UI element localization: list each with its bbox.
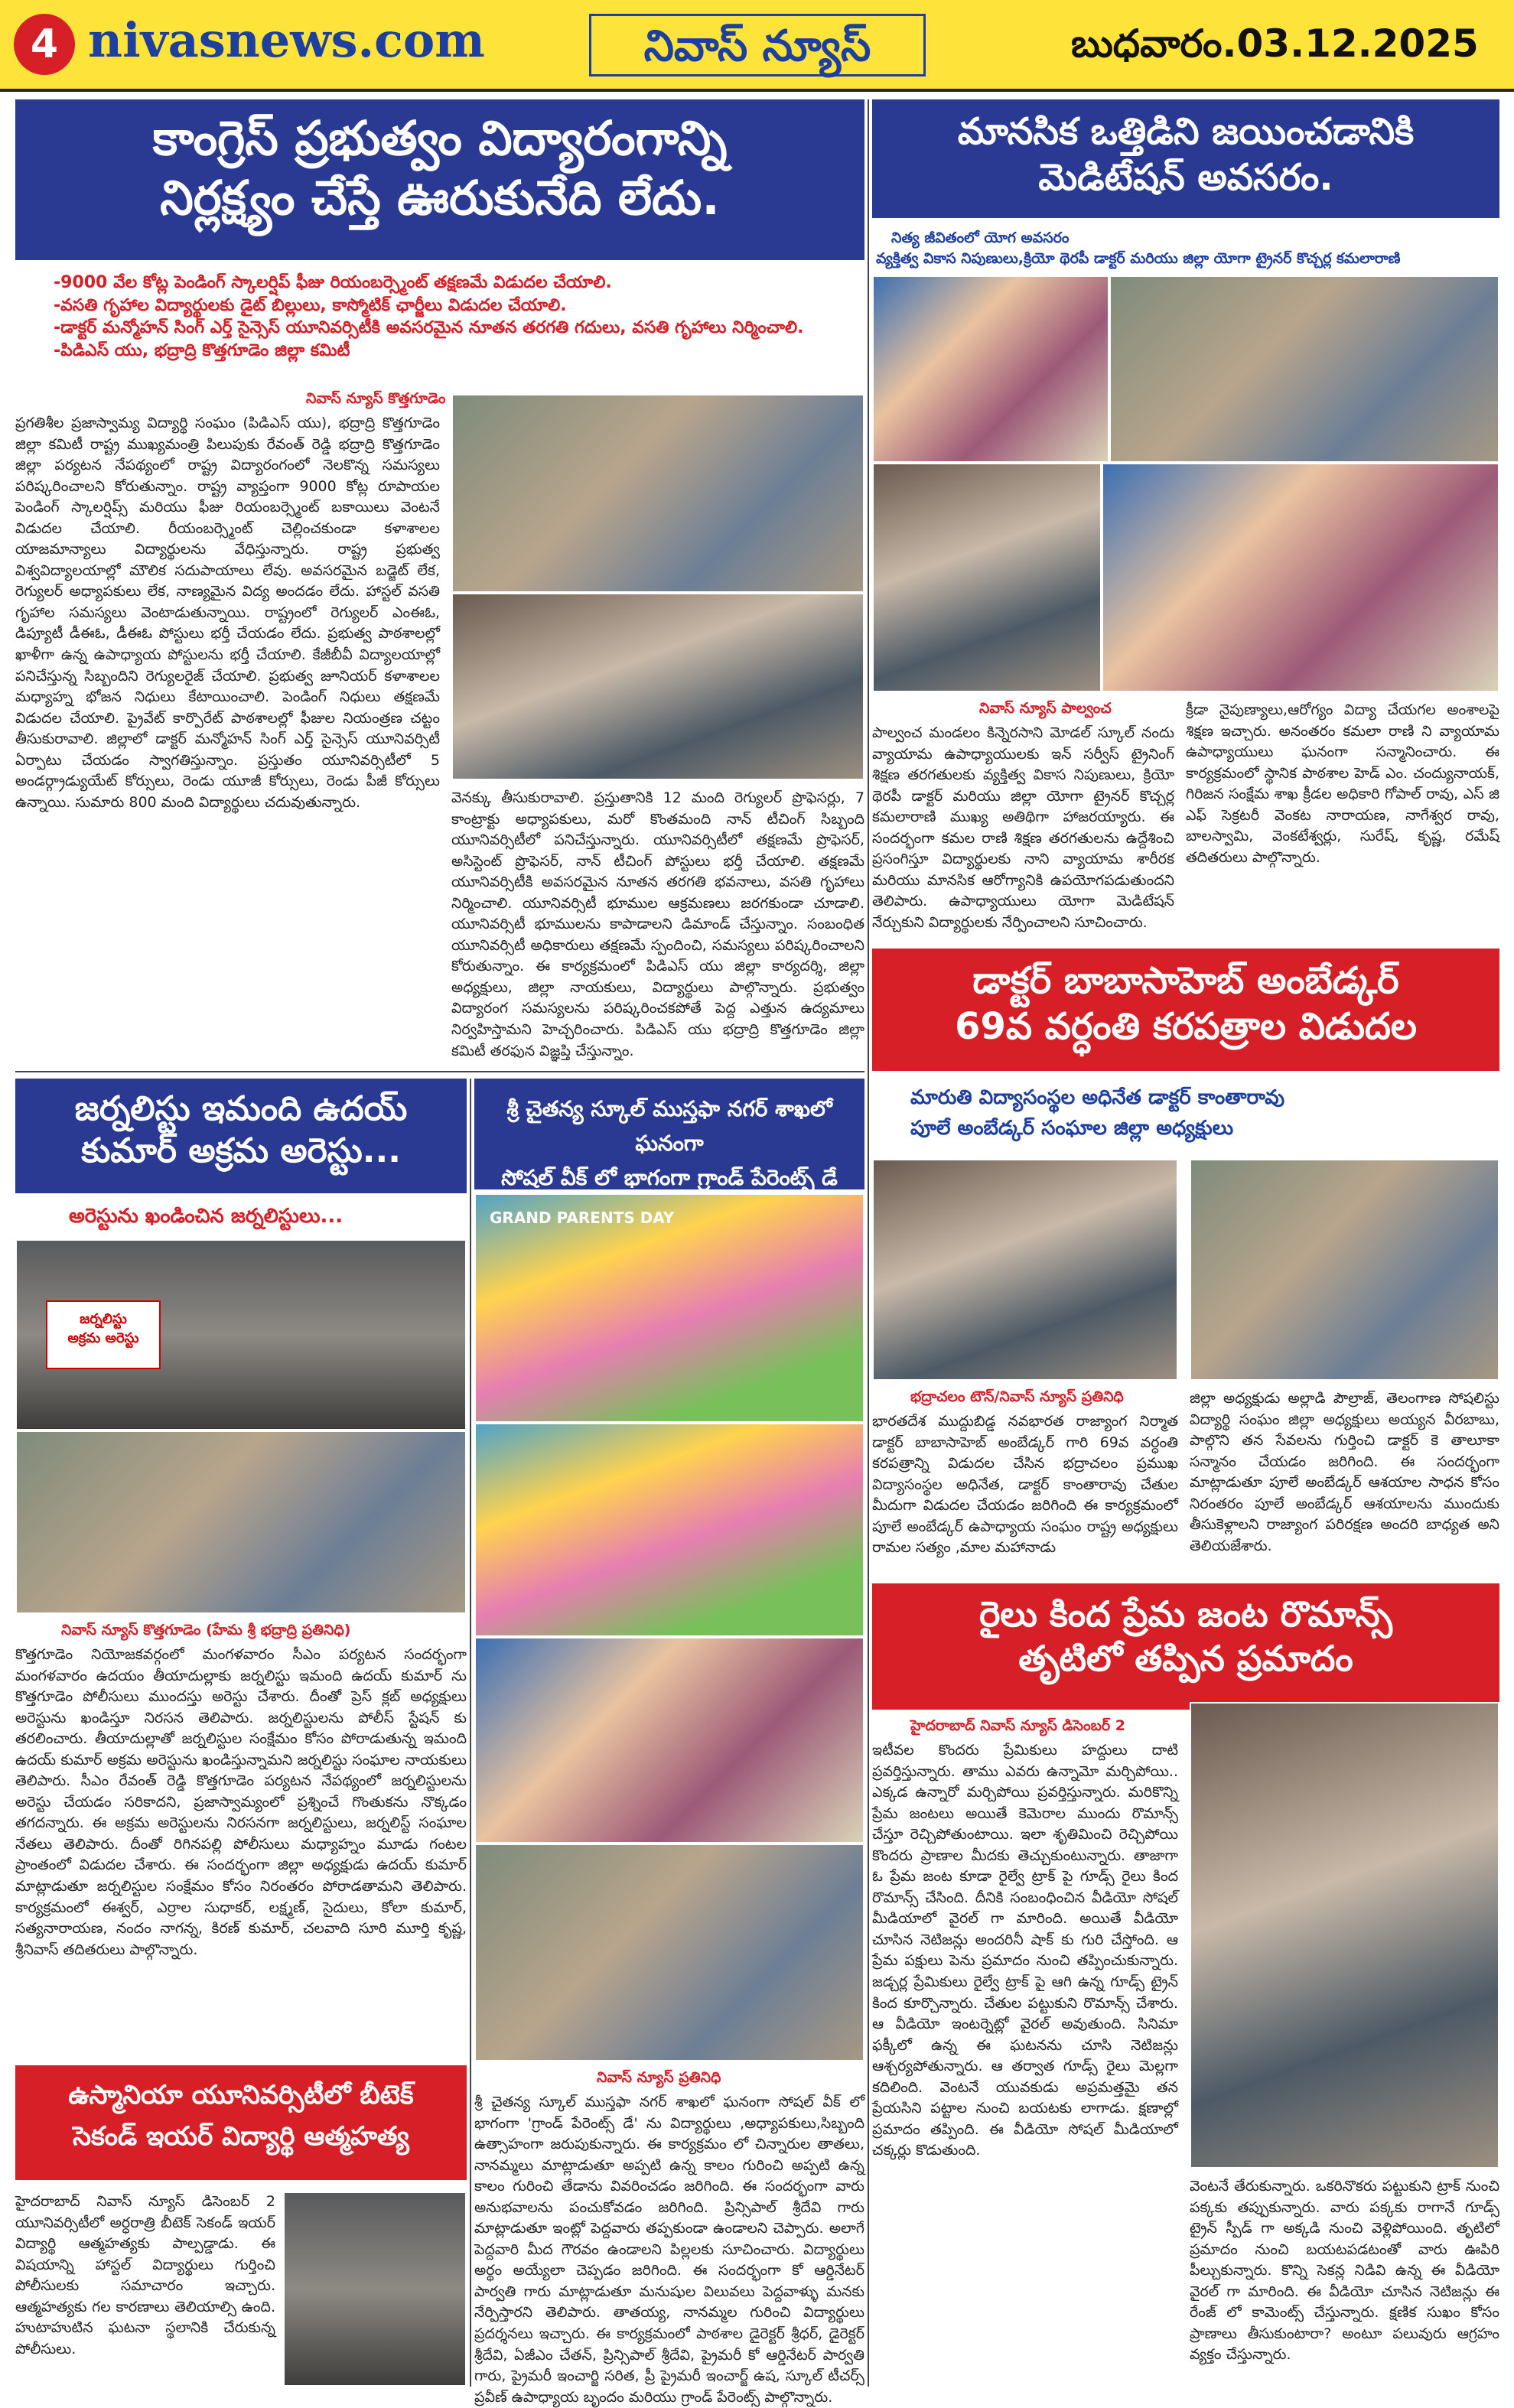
story3-headline-line1: డాక్టర్ బాబాసాహెబ్ అంబేడ్కర్ [972,959,1399,1002]
story5-photo-3 [474,1637,864,1843]
story5-byline: నివాస్ న్యూస్ ప్రతినిధి [597,2069,721,2086]
story4-banner-line1: జర్నలిస్టు [80,1311,127,1327]
story3-body-left: భారతదేశ ముద్దుబిడ్డ నవభారత రాజ్యాంగ నిర్మాత డాక్టర్ బాబాసాహెబ్ అంబేడ్కర్ గారి 69వ వర్ధంతి కరపత్రాన్ని విడుదల చేసిన భద్రాచలం ప్రముఖ విద్యాసంస్థల అధినేత, డాక్టర్ కాంతారావు చేతుల మీదుగా విడుదల చేయడం జరిగింది ఈ కార్యక్రమంలో పూలే అంబేడ్కర్ ఉపాధ్యాయ సంఘం రాష్ట్ర అధ్యక్షులు రామల సత్యం ,మాల మహానాడు [872,1413,1178,1557]
story3-byline: భద్రాచలం టౌన్/నివాస్ న్యూస్ ప్రతినిధి [910,1388,1124,1405]
story2-photo-4 [1102,463,1499,692]
story1-bullet: -వసతి గృహాల విద్యార్థులకు డైట్ బిల్లులు, కాస్మోటిక్ ఛార్జీలు విడుదల చేయాలి. [54,295,567,315]
story7-headline [15,2065,467,2180]
story4-subhead: అరెస్టును ఖండించిన జర్నలిస్టులు... [69,1205,343,1228]
story2-subhead-2: వ్యక్తిత్వ వికాస నిపుణులు,క్రియో థెరపీ డాక్టర్ మరియు జిల్లా యోగా ట్రైనర్ కొచ్చర్ల కమలారాణి [876,250,1401,267]
story2-photo-2 [1109,275,1499,463]
story1-bullet: -డాక్టర్ మన్మోహన్ సింగ్ ఎర్త్ సైన్సెస్ యూనివర్సిటీకి అవసరమైన నూతన తరగతి గదులు, వసతి గృహాలు నిర్మించాలి. [54,318,804,338]
story1-bullets [54,272,864,363]
story6-body-right: వెంటనే తేరుకున్నారు. ఒకరినొకరు పట్టుకుని ట్రాక్ నుంచి పక్కకు తప్పుకున్నారు. వారు పక్కకు రాగానే గూడ్స్ ట్రైన్ స్పీడ్ గా అక్కడి నుంచి వెళ్లిపోయింది. తృటిలో ప్రమాదం నుంచి బయటపడటంతో వారు ఊపిరి పీల్చుకున్నారు. కొన్ని సెకన్ల నిడివి ఉన్న ఈ వీడియో వైరల్ గా మారింది. ఈ వీడియో చూసిన నెటిజన్లు ఈ రేంజ్ లో కామెంట్స్ చేస్తున్నారు. క్షణిక సుఖం కోసం ప్రాణాలు తీసుకుంటారా? అంటూ పలువురు ఆగ్రహం వ్యక్తం చేస్తున్నారు. [1190,2178,1499,2364]
story5-photo-caption: GRAND PARENTS DAY [490,1209,675,1227]
story5-headline-line2: సోషల్ వీక్ లో భాగంగా గ్రాండ్ పేరెంట్స్ డే [501,1164,838,1190]
story2-byline: నివాస్ న్యూస్ పాల్వంచ [979,700,1112,717]
site-url[interactable]: nivasnews.com [88,12,485,68]
issue-date: బుధవారం.03.12.2025 [1071,21,1479,66]
story5-photo-4 [474,1843,864,2061]
story5-body: శ్రీ చైతన్య స్కూల్ ముస్తఫా నగర్ శాఖలో ఘనంగా సోషల్ వీక్ లో భాగంగా 'గ్రాండ్ పేరెంట్స్ డే' ను విద్యార్థులు ,అధ్యాపకులు,సిబ్బంది ఉత్సాహంగా జరుపుకున్నారు. ఈ కార్యక్రమం లో చిన్నారుల తాతలు, నానమ్మలు మాట్లాడుతూ అప్పటి ఉన్న కాలం గురించి అప్పటి ఉన్న కాలం గురించి తేడాను వివరించడం జరిగింది. ఈ సందర్భంగా వారు అనుభవాలను పంచుకోవడం జరిగింది. ప్రిన్సిపాల్ శ్రీదేవి గారు మాట్లాడుతూ ఇంట్లో పెద్దవారు తప్పకుండా ఉండాలని చెప్పారు. అలాగే పెద్దవారి మీద గౌరవం ఉండాలని పిల్లలకు సూచించారు. విద్యార్థులు అర్థం అయ్యేలా చెప్పడం జరిగింది. ఈ సందర్భంగా కో ఆర్డినేటర్ పార్వతి గారు మాట్లాడుతూ మనుషుల విలువలు పెద్దవాళ్ళు మనకు నేర్పిస్తారని తెలిపారు. తాతయ్య, నానమ్మల గురించి విద్యార్థులు ప్రదర్శనలు ఇచ్చారు. ఈ కార్యక్రమంలో పాఠశాల డైరెక్టర్ శ్రీధర్, డైరెక్టర్ శ్రీదేవి, ఏజీఎం చేతన్, ప్రిన్సిపాల్ శ్రీదేవి, ప్రైమరీ కో ఆర్డినేటర్ పార్వతి గారు, ప్రైమరీ ఇంచార్జి సరిత, ప్రీ ప్రైమరీ ఇంచార్జ్ ఉష, స్కూల్ టీచర్స్ ప్రవీణ్ ఉపాధ్యాయ బృందం మరియు గ్రాండ్ పేరెంట్స్ పాల్గొన్నారు. [474,2094,864,2406]
story6-headline [872,1583,1499,1710]
story3-subhead-1: మారుతి విద్యాసంస్థల అధినేత డాక్టర్ కాంతారావు [910,1086,1285,1109]
story6-body-left: ఇటీవల కొందరు ప్రేమికులు హద్దులు దాటి ప్రవర్తిస్తున్నారు. తాము ఎవరు ఉన్నామో మర్చిపోయి.. ఎక్కడ ఉన్నారో మర్చిపోయి ప్రవర్తిస్తున్నారు. మరికొన్ని ప్రేమ జంటలు అయితే కెమెరాల ముందు రొమాన్స్ చేస్తూ రెచ్చిపోతుంటాయి. ఇలా శృతిమించి రెచ్చిపోయి కొందరు ప్రాణాల మీదకు తెచ్చుకుంటున్నారు. తాజాగా ఓ ప్రేమ జంట కూడా రైల్వే ట్రాక్ పై గూడ్స్ రైలు కింద రొమాన్స్ చేసింది. దీనికి సంబంధించిన వీడియో సోషల్ మీడియాలో వైరల్ గా మారింది. అయితే వీడియో చూసిన నెటిజన్లు అందరినీ షాక్ కు గురి చేస్తోంది. ఆ ప్రేమ పక్షులు పెను ప్రమాదం నుంచి తప్పించుకున్నారు. జడ్చర్ల ప్రేమికులు రైల్వే ట్రాక్ పై ఆగి ఉన్న గూడ్స్ ట్రైన్ కింద కూర్చొన్నారు. చేతుల పట్టుకుని రొమాన్స్ చేశారు. ఆ వీడియో ఇంటర్నెట్లో వైరల్ అవుతుంది. సినిమా ఫక్కీలో ఉన్న ఈ ఘటనను చూసి నెటిజన్లు ఆశ్చర్యపోతున్నారు. ఆ తర్వాత గూడ్స్ రైలు మెల్లగా కదిలింది. వెంటనే యువకుడు అప్రమత్తమై తన ప్రేయసిని పట్టాల నుంచి బయటకు లాగాడు. క్షణాల్లో ప్రమాదం తప్పింది. ఈ వీడియో సోషల్ మీడియాలో చక్కర్లు కొడుతుంది. [872,1742,1178,2159]
story7-headline-line1: ఉస్మానియా యూనివర్సిటీలో బీటెక్ [68,2080,414,2110]
story7-headline-line2: సెకండ్ ఇయర్ విద్యార్థి ఆత్మహత్య [73,2121,409,2153]
story4-headline [15,1079,467,1193]
story4-headline-line2: కుమార్ అక్రమ అరెస్టు... [81,1131,401,1170]
brand-logo: నివాస్ న్యూస్ [589,14,926,76]
story6-photo [1190,1702,1499,2169]
story3-headline [872,949,1499,1071]
column-divider [470,1079,471,2387]
story1-body-right: వెనక్కు తీసుకురావాలి. ప్రస్తుతానికి 12 మంది రెగ్యులర్ ప్రొఫెసర్లు, 7 కాంట్రాక్టు అధ్యాపకులు, మరో కొంతమంది నాన్ టీచింగ్ సిబ్బంది యూనివర్సిటీలో పనిచేస్తున్నారు. యూనివర్సిటీలో తక్షణమే ప్రొఫెసర్, అసిస్టెంట్ ప్రొఫెసర్, నాన్ టీచింగ్ పోస్టులు భర్తీ చేయాలి. తక్షణమే యూనివర్సిటీకి అవసరమైన నూతన తరగతి భవనాలు, వసతి గృహాలు నిర్మించాలి. యూనివర్సిటీ భూముల ఆక్రమణలు జరగకుండా చూడాలి. యూనివర్సిటీ భూములను కాపాడాలని డిమాండ్ చేస్తున్నాం. సంబంధిత యూనివర్సిటీ అధికారులు తక్షణమే స్పందించి, సమస్యలు పరిష్కరించాలని కోరుతున్నాం. ఈ కార్యక్రమంలో పిడిఎస్ యు జిల్లా కార్యదర్శి, జిల్లా అధ్యక్షులు, జిల్లా నాయకులు, విద్యార్థులు పాల్గొన్నారు. ప్రభుత్వం విద్యారంగ సమస్యలను పరిష్కరించకపోతే పెద్ద ఎత్తున ఉద్యమాలు నిర్వహిస్తామని హెచ్చరించారు. పిడిఎస్ యు భద్రాద్రి కొత్తగూడెం జిల్లా కమిటీ తరఫున విజ్ఞప్తి చేస్తున్నాం. [451,789,864,1059]
story3-photo-1 [872,1159,1178,1381]
story2-headline-line1: మానసిక ఒత్తిడిని జయించడానికి [957,110,1415,153]
story4-headline-line1: జర్నలిస్టు ఇమంది ఉదయ్ [74,1089,408,1128]
story5-photo-2 [474,1423,864,1637]
story5-headline [474,1079,864,1189]
story4-body: కొత్తగూడెం నియోజకవర్గంలో మంగళవారం సీఎం పర్యటన సందర్భంగా మంగళవారం ఉదయం తీయాదుల్లాకు జర్నలిస్టు ఇమంది ఉదయ్ కుమార్ ను కొత్తగూడెం పోలీసులు ముందస్తు అరెస్టు చేశారు. దీంతో ప్రెస్ క్లబ్ అధ్యక్షులు అరెస్టును ఖండిస్తూ నిరసన తెలిపారు. జర్నలిస్టులను పోలీస్ స్టేషన్ కు తరలించారు. తీయాదుల్లాతో జర్నలిస్టుల సంక్షేమం కోసం పోరాడుతున్న ఇమంది ఉదయ్ కుమార్ అక్రమ అరెస్టును ఖండిస్తున్నామని జర్నలిస్టు సంఘాల నాయకులు తెలిపారు. సీఎం రేవంత్ రెడ్డి కొత్తగూడెం పర్యటన నేపథ్యంలో జర్నలిస్టులను అరెస్టు చేయడం సరికాదని, ప్రజాస్వామ్యంలో ప్రశ్నించే గొంతుకను నొక్కడం తగదన్నారు. ఈ అక్రమ అరెస్టులను నిరసనగా జర్నలిస్టులు, జర్నలిస్ట్ సంఘాల నేతలు తెలిపారు. దీంతో రిగినపల్లి పోలీసులు మధ్యాహ్నం మూడు గంటల ప్రాంతంలో విడుదల చేశారు. ఈ సందర్భంగా జిల్లా అధ్యక్షుడు ఉదయ్ కుమార్ మాట్లాడుతూ జర్నలిస్టుల సంక్షేమం కోసం నిరంతరం పోరాడతామని తెలిపారు. కార్యక్రమంలో ఈశ్వర్, ఎర్రాల సుధాకర్, లక్ష్మణ్, సైదులు, కోలా కుమార్, సత్యనారాయణ, నందం నాగన్న, కిరణ్ కుమార్, చలవాది సూరి మూర్తి కృష్ణ, శ్రీనివాస్ తదితరులు పాల్గొన్నారు. [15,1646,467,1958]
page-number: 4 [14,14,75,75]
story6-headline-line1: రైలు కింద ప్రేమ జంట రొమాన్స్ [979,1593,1392,1635]
story2-headline [872,99,1499,218]
story4-protest-banner [46,1300,161,1369]
story1-headline-line2: నిర్లక్ష్యం చేస్తే ఊరుకునేది లేదు. [160,169,720,226]
story4-byline: నివాస్ న్యూస్ కొత్తగూడెం (హేమ శ్రీ భద్రాద్రి ప్రతినిధి) [61,1622,351,1638]
story4-banner-line2: అక్రమ అరెస్టు [67,1330,139,1346]
story2-body-left: పాల్వంచ మండలం కిన్నెరసాని మోడల్ స్కూల్ నందు వ్యాయామ ఉపాధ్యాయులకు ఇన్ సర్వీస్ ట్రైనింగ్ శిక్షణ తరగతులకు వ్యక్తిత్వ వికాస నిపుణులు, క్రియో థెరపీ డాక్టర్ మరియు జిల్లా యోగా ట్రైనర్ కొచ్చర్ల కమలారాణి ముఖ్య అతిథిగా హాజరయ్యారు. ఈ సందర్భంగా కమల రాణి శిక్షణ తరగతులను ఉద్దేశించి ప్రసంగిస్తూ విద్యార్థులకు నాని వ్యాయామ శారీరక మరియు మానసిక ఆరోగ్యానికి ఉపయోగపడుతుందని తెలిపారు. ఉపాధ్యాయులు యోగా మెడిటేషన్ నేర్చుకుని విద్యార్థులకు నేర్పించాలని సూచించారు. [872,724,1174,931]
row-divider [15,1071,864,1072]
story2-body-right: క్రీడా నైపుణ్యాలు,ఆరోగ్యం విద్యా చేయగల అంశాలపై శిక్షణ ఇచ్చారు. అనంతరం కమలా రాణి ని వ్యాయామ ఉపాధ్యాయులు ఘనంగా సన్మానించారు. ఈ కార్యక్రమంలో స్థానిక పాఠశాల హెడ్ ఎం. చంద్యునాయక్, గిరిజన సంక్షేమ శాఖ క్రీడల అధికారి గోపాల్ రావు, ఎస్ జి ఎఫ్ సెక్రటరీ వెంకట నారాయణ, నాగేశ్వర రావు, బాలస్వామి, వెంకటేశ్వర్లు, సురేష్, కృష్ణ, రమేష్ తదితరులు పాల్గొన్నారు. [1186,701,1499,866]
story3-subhead-2: పూలే అంబేడ్కర్ సంఘాల జిల్లా అధ్యక్షులు [910,1117,1234,1140]
story2-subhead-1: నిత్య జీవితంలో యోగ అవసరం [891,229,1070,246]
story1-byline: నివాస్ న్యూస్ కొత్తగూడెం [306,390,446,407]
story2-photo-1 [872,275,1109,463]
story3-body-right: జిల్లా అధ్యక్షుడు అల్లాడి పౌల్రాజ్, తెలంగాణ సోషలిస్టు విద్యార్థి సంఘం జిల్లా అధ్యక్షులు అయ్యన వీరబాబు, పాల్గొని తన సేవలను గుర్తించి డాక్టర్ కె తాలూకా సన్మానం చేయడం జరిగింది. ఈ సందర్భంగా మాట్లాడుతూ పూలే అంబేడ్కర్ ఆశయాల సాధన కోసం నిరంతరం పూలే అంబేడ్కర్ ఆశయాలను ముందుకు తీసుకెళ్లాలని రాజ్యాంగ పరిరక్షణ అందరి బాధ్యత అని తెలియజేశారు. [1190,1390,1499,1554]
story7-photo [283,2192,467,2387]
story1-bullet: -పిడిఎస్ యు, భద్రాద్రి కొత్తగూడెం జిల్లా కమిటీ [54,341,350,361]
story1-photo-top [451,394,864,593]
story1-bullet: -9000 వేల కోట్ల పెండింగ్ స్కాలర్షిప్ ఫీజు రియంబర్స్మెంట్ తక్షణమే విడుదల చేయాలి. [54,273,612,292]
story1-headline-line1: కాంగ్రెస్ ప్రభుత్వం విద్యారంగాన్ని [152,110,728,166]
story7-body: హైదరాబాద్ నివాస్ న్యూస్ డిసెంబర్ 2 యూనివర్సిటీలో అర్ధరాత్రి బీటెక్ సెకండ్ ఇయర్ విద్యార్థి ఆత్మహత్యకు పాల్పడ్డాడు. ఈ విషయాన్ని హాస్టల్ విద్యార్థులు గుర్తించి పోలీసులకు సమాచారం ఇచ్చారు. ఆత్మహత్యకు గల కారణాలు తెలియాల్సి ఉంది. హుటాహుటిన ఘటనా స్థలానికి చేరుకున్న పోలీసులు. [15,2193,275,2358]
story6-byline: హైదరాబాద్ నివాస్ న్యూస్ డిసెంబర్ 2 [910,1717,1125,1734]
story2-photo-3 [872,463,1102,692]
story1-photo-bottom [451,593,864,780]
story3-photo-2 [1190,1159,1499,1381]
story3-headline-line2: 69వ వర్ధంతి కరపత్రాల విడుదల [955,1005,1417,1048]
story5-headline-line1: శ్రీ చైతన్య స్కూల్ ముస్తఫా నగర్ శాఖలో ఘనంగా [506,1096,832,1156]
story4-photo-bottom [15,1430,467,1614]
story6-headline-line2: తృటిలో తప్పిన ప్రమాదం [1018,1637,1353,1679]
story2-headline-line2: మెడిటేషన్ అవసరం. [1038,156,1333,199]
story1-headline [15,99,864,260]
story5-photo-1 [474,1193,864,1423]
column-divider [868,99,869,2387]
story1-body-left: ప్రగతిశీల ప్రజాస్వామ్య విద్యార్థి సంఘం (పిడిఎస్ యు), భద్రాద్రి కొత్తగూడెం జిల్లా కమిటీ రాష్ట్ర ముఖ్యమంత్రి పిలుపుకు రేవంత్ రెడ్డి భద్రాద్రి కొత్తగూడెం జిల్లా పర్యటన నేపథ్యంలో రాష్ట్ర విద్యారంగంలో నెలకొన్న సమస్యలు పరిష్కరించాలని కోరుతున్నాం. రాష్ట్ర వ్యాప్తంగా 9000 కోట్ల రూపాయల పెండింగ్ స్కాలర్షిప్స్ మరియు ఫీజు రియంబర్స్మెంట్ బకాయిలు వెంటనే విడుదల చేయాలి. రీయంబర్స్మెంట్ చెల్లించకుండా కళాశాలల యాజమాన్యాలు విద్యార్థులను వేధిస్తున్నారు. రాష్ట్ర ప్రభుత్వ విశ్వవిద్యాలయాల్లో మౌలిక సదుపాయాలు లేవు. అవసరమైన బడ్జెట్ లేక, రెగ్యులర్ అధ్యాపకులు లేక, నాణ్యమైన విద్య అందడం లేదు. హాస్టల్ వసతి గృహాల సమస్యలు వెంటాడుతున్నాయి. రాష్ట్రంలో రెగ్యులర్ ఎంఈఓ, డిప్యూటీ డీఈఓ, డీఈఓ పోస్టులు భర్తీ చేయడం లేదు. ప్రభుత్వ పాఠశాలల్లో ఖాళీగా ఉన్న ఉపాధ్యాయ పోస్టులను భర్తీ చేయాలి. కేజీబీవీ విద్యాలయాల్లో పనిచేస్తున్న సిబ్బందిని రెగ్యులరైజ్ చేయాలి. ప్రభుత్వ జూనియర్ కళాశాలల మధ్యాహ్న భోజన నిధులు కేటాయించాలి. పెండింగ్ నిధులు తక్షణమే విడుదల చేయాలి. ప్రైవేట్ కార్పొరేట్ పాఠశాలల్లో ఫీజుల నియంత్రణ చట్టం తీసుకురావాలి. జిల్లాలో డాక్టర్ మన్మోహన్ సింగ్ ఎర్త్ సైన్సెస్ యూనివర్సిటీ ఏర్పాటు చేయడం స్వాగతిస్తున్నాం. ప్రస్తుతం యూనివర్సిటీలో 5 అండర్గ్రాడ్యుయేట్ కోర్సులు, రెండు యూజీ కోర్సులు, రెండు పీజీ కోర్సులు ఉన్నాయి. సుమారు 800 మంది విద్యార్థులు చదువుతున్నారు. [15,415,440,811]
